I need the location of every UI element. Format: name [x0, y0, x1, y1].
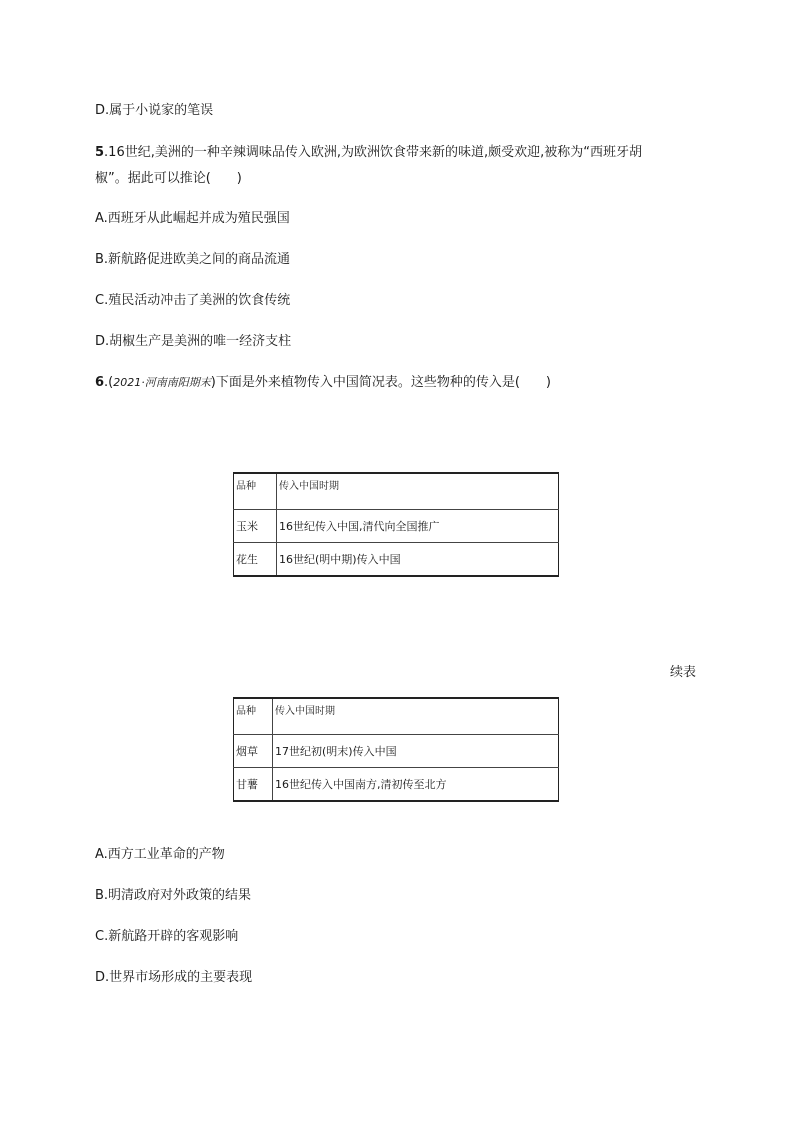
table-cell: 17世纪初(明末)传入中国: [273, 735, 559, 768]
question-6-option-d: D.世界市场形成的主要表现: [95, 970, 253, 985]
question-6-option-c: C.新航路开辟的客观影响: [95, 929, 239, 944]
table-header-cell: 品种: [234, 473, 277, 510]
table-cell: 16世纪传入中国南方,清初传至北方: [273, 768, 559, 802]
table-cell: 16世纪传入中国,清代向全国推广: [277, 510, 559, 543]
question-source: 2021·河南南阳期末: [113, 376, 211, 389]
table-cell: 玉米: [234, 510, 277, 543]
continued-table-label: 续表: [670, 665, 697, 680]
question-5-option-d: D.胡椒生产是美洲的唯一经济支柱: [95, 334, 292, 349]
question-5-stem-line2: 椒”。据此可以推论( ): [95, 171, 242, 186]
table-cell: 烟草: [234, 735, 273, 768]
option-d-prev: D.属于小说家的笔误: [95, 103, 214, 118]
table-cell: 甘薯: [234, 768, 273, 802]
table-row: [234, 735, 559, 768]
table-header-row: [234, 473, 559, 510]
table-row: [234, 510, 559, 543]
table-row: [234, 768, 559, 802]
question-5-stem-line1: [95, 143, 642, 163]
question-6-option-a: A.西方工业革命的产物: [95, 847, 225, 862]
question-5-option-b: B.新航路促进欧美之间的商品流通: [95, 252, 291, 267]
question-6-option-b: B.明清政府对外政策的结果: [95, 888, 252, 903]
stem-text: .16世纪,美洲的一种辛辣调味品传入欧洲,为欧洲饮食带来新的味道,颇受欢迎,被称为“西班牙胡: [104, 145, 642, 160]
question-number: 6: [95, 375, 105, 390]
table-header-cell: 传入中国时期: [273, 698, 559, 735]
stem-text: )下面是外来植物传入中国简况表。这些物种的传入是( ): [210, 375, 551, 390]
table-header-row: [234, 698, 559, 735]
table-cell: 花生: [234, 543, 277, 577]
table-header-cell: 品种: [234, 698, 273, 735]
table-row: [234, 543, 559, 577]
table-cell: 16世纪(明中期)传入中国: [277, 543, 559, 577]
question-5-option-c: C.殖民活动冲击了美洲的饮食传统: [95, 293, 291, 308]
question-6-stem: [95, 373, 551, 393]
plant-table-1: [233, 472, 559, 577]
plant-table-2: [233, 697, 559, 802]
table-header-cell: 传入中国时期: [277, 473, 559, 510]
question-5-option-a: A.西班牙从此崛起并成为殖民强国: [95, 211, 290, 226]
source-open: .(: [104, 375, 114, 390]
question-number: 5: [95, 145, 105, 160]
